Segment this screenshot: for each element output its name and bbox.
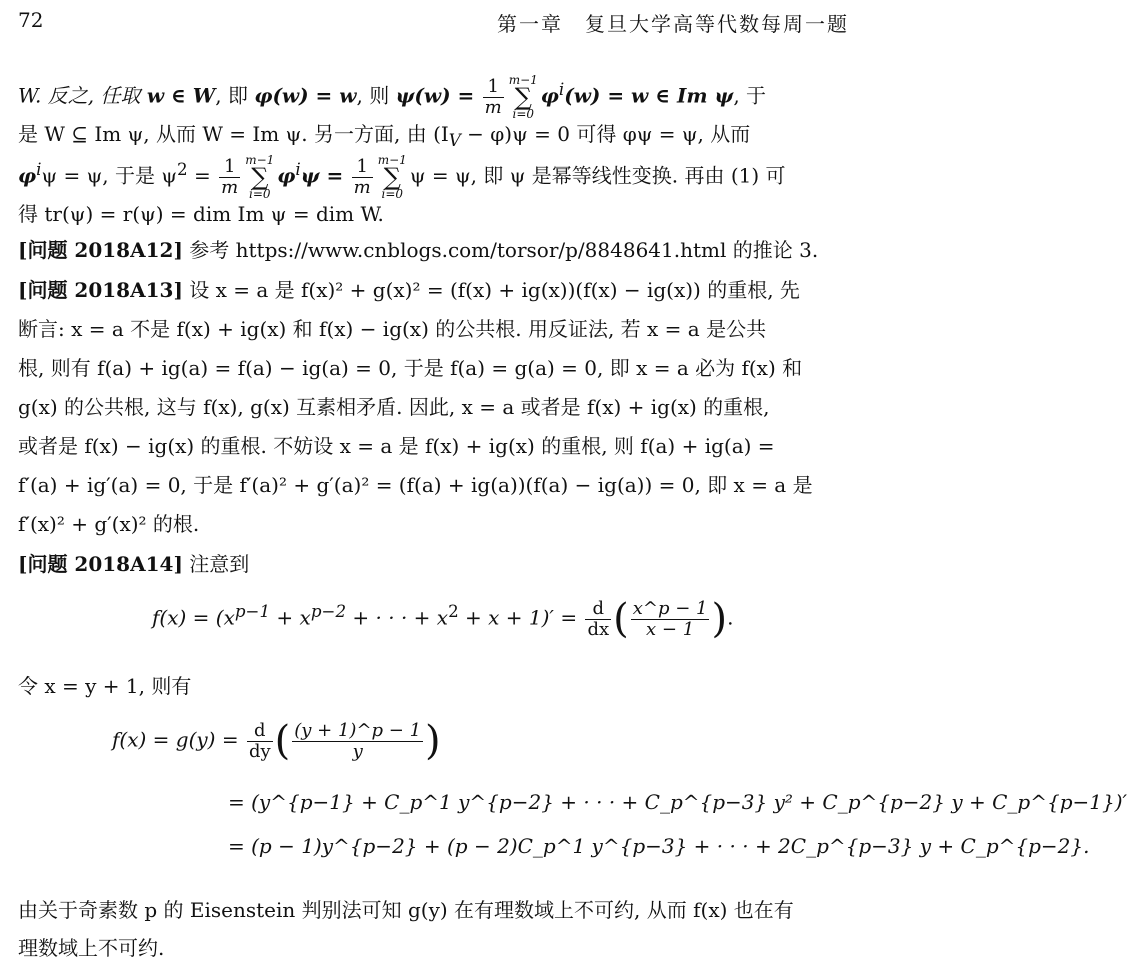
fraction-numerator: 1 [483,77,504,98]
superscript: i [36,160,42,179]
problem-a13-line7 [18,506,849,542]
superscript: p−2 [310,601,347,621]
text-span: , 则 [356,83,396,108]
sigma-glyph: ∑ [383,163,401,192]
text-span: 是 W ⊆ Im ψ, 从而 W = Im ψ. 另一方面, 由 (I [18,122,449,146]
conclusion-line2 [18,930,849,966]
problem-a13-line3 [18,350,849,386]
math-span: φ [277,163,296,188]
display-equation-2-row2 [228,790,1127,814]
math-span: + x + 1)′ = [458,605,578,630]
problem-a14 [18,546,849,582]
let-line [18,668,849,704]
para1-line3 [18,152,849,200]
problem-a13-line1 [18,272,849,308]
problem-text: f′(x)² + g′(x)² 的根. [18,512,200,536]
superscript: i [295,160,301,179]
fraction-denominator: x − 1 [646,618,695,640]
derivative-operator [585,599,611,640]
problem-a13-line4 [18,389,849,425]
fraction-denominator: m [221,176,239,198]
page-header [18,8,849,38]
math-span: φ [18,163,37,188]
para1-line1 [18,72,849,120]
left-paren: ( [274,718,291,764]
fraction-1-over-m [219,157,240,198]
sum-upper-limit: m−1 [508,73,538,88]
problem-a13-line2 [18,311,849,347]
text-span: = [187,163,211,188]
text-span: ψ = ψ, 于是 ψ [41,163,178,188]
math-span: = (y^{p−1} + C_p^1 y^{p−2} + · · · + C_p^{p−3} y² + C_p^{p−2} y + C_p^{p−1})′ [228,790,1127,814]
subscript: V [448,131,461,150]
display-equation-2-row1 [112,718,441,764]
problem-text: 注意到 [182,552,250,576]
summation-sign [378,154,407,200]
fraction-numerator: 1 [352,157,373,178]
summation-sign [509,74,538,120]
fraction-denominator: dy [248,740,271,762]
superscript: 2 [177,160,188,179]
problem-text: 或者是 f(x) − ig(x) 的重根. 不妨设 x = a 是 f(x) + ig(x) 的重根, 则 f(a) + ig(a) = [18,434,775,458]
text-span: 理数域上不可约. [18,936,165,960]
superscript: 2 [448,601,459,621]
running-title: 第一章 复旦大学高等代数每周一题 [497,12,849,36]
fraction-denominator: m [353,176,371,198]
text-span: 令 x = y + 1, 则有 [18,674,192,698]
para1-line4 [18,196,849,232]
text-span: W. 反之, 任取 [18,83,147,108]
fraction-numerator: d [247,721,273,742]
math-span: ψ(w) = [395,83,475,108]
sum-lower-limit: i=0 [512,107,535,122]
sigma-glyph: ∑ [251,163,269,192]
problem-text: g(x) 的公共根, 这与 f(x), g(x) 互素相矛盾. 因此, x = a 或者是 f(x) + ig(x) 的重根, [18,395,770,419]
math-span: φ [540,83,559,108]
sigma-glyph: ∑ [514,83,532,112]
fraction-denominator: m [484,96,502,118]
sum-upper-limit: m−1 [245,153,275,168]
problem-a13-line5 [18,428,849,464]
fraction-numerator: x^p − 1 [632,597,708,619]
text-span: , 于 [733,83,767,108]
problem-label: [问题 2018A13] [18,278,183,302]
problem-a12 [18,232,849,268]
punctuation: . [727,605,734,630]
superscript: p−1 [234,601,271,621]
conclusion-line1 [18,892,849,928]
problem-text: 断言: x = a 不是 f(x) + ig(x) 和 f(x) − ig(x) 的公共根. 用反证法, 若 x = a 是公共 [18,317,767,341]
fraction-numerator: 1 [219,157,240,178]
derivative-operator [247,721,273,762]
right-paren: ) [425,718,441,764]
problem-text: 参考 https://www.cnblogs.com/torsor/p/8848641.html 的推论 3. [182,238,819,262]
right-paren: ) [711,596,728,642]
text-span: 由关于奇素数 p 的 Eisenstein 判别法可知 g(y) 在有理数域上不可约, 从而 f(x) 也在有 [18,898,794,922]
math-span: ψ = [300,163,344,188]
fraction [292,721,423,762]
problem-a13-line6 [18,467,849,503]
sum-upper-limit: m−1 [377,153,407,168]
problem-label: [问题 2018A12] [18,238,183,262]
fraction-numerator: (y + 1)^p − 1 [294,719,422,741]
text-span: , 即 [215,83,255,108]
page-number: 72 [18,8,44,32]
summation-sign [245,154,274,200]
math-span: = (p − 1)y^{p−2} + (p − 2)C_p^1 y^{p−3} + · · · + 2C_p^{p−3} y + C_p^{p−2}. [228,834,1090,858]
fraction [631,599,710,640]
math-span: w ∈ W [146,83,216,108]
problem-text: f′(a) + ig′(a) = 0, 于是 f′(a)² + g′(a)² = (f(a) + ig(a))(f(a) − ig(a)) = 0, 即 x = a 是 [18,473,813,497]
display-equation-2-row3 [228,834,1089,858]
problem-text: 根, 则有 f(a) + ig(a) = f(a) − ig(a) = 0, 于是 f(a) = g(a) = 0, 即 x = a 必为 f(x) 和 [18,356,803,380]
math-span: (w) = w ∈ Im ψ [564,83,734,108]
text-span: ψ = ψ, 即 ψ 是幂等线性变换. 再由 (1) 可 [409,163,786,188]
math-span: + · · · + x [346,605,449,630]
sum-lower-limit: i=0 [381,187,404,202]
math-span: f(x) = (x [152,605,235,630]
fraction-denominator: y [352,740,363,762]
text-span: − φ)ψ = 0 可得 φψ = ψ, 从而 [460,122,751,146]
math-span: φ(w) = w [254,83,357,108]
fraction-1-over-m [352,157,373,198]
math-span: + x [270,605,311,630]
superscript: i [558,80,565,99]
text-span: 得 tr(ψ) = r(ψ) = dim Im ψ = dim W. [18,202,384,226]
display-equation-1 [152,596,733,642]
sum-lower-limit: i=0 [248,187,271,202]
math-span: f(x) = g(y) = [112,727,239,752]
problem-label: [问题 2018A14] [18,552,183,576]
left-paren: ( [613,596,629,642]
fraction-denominator: dx [587,618,610,640]
fraction-1-over-m [483,77,504,118]
problem-text: 设 x = a 是 f(x)² + g(x)² = (f(x) + ig(x))(f(x) − ig(x)) 的重根, 先 [182,278,800,302]
fraction-numerator: d [585,599,611,620]
